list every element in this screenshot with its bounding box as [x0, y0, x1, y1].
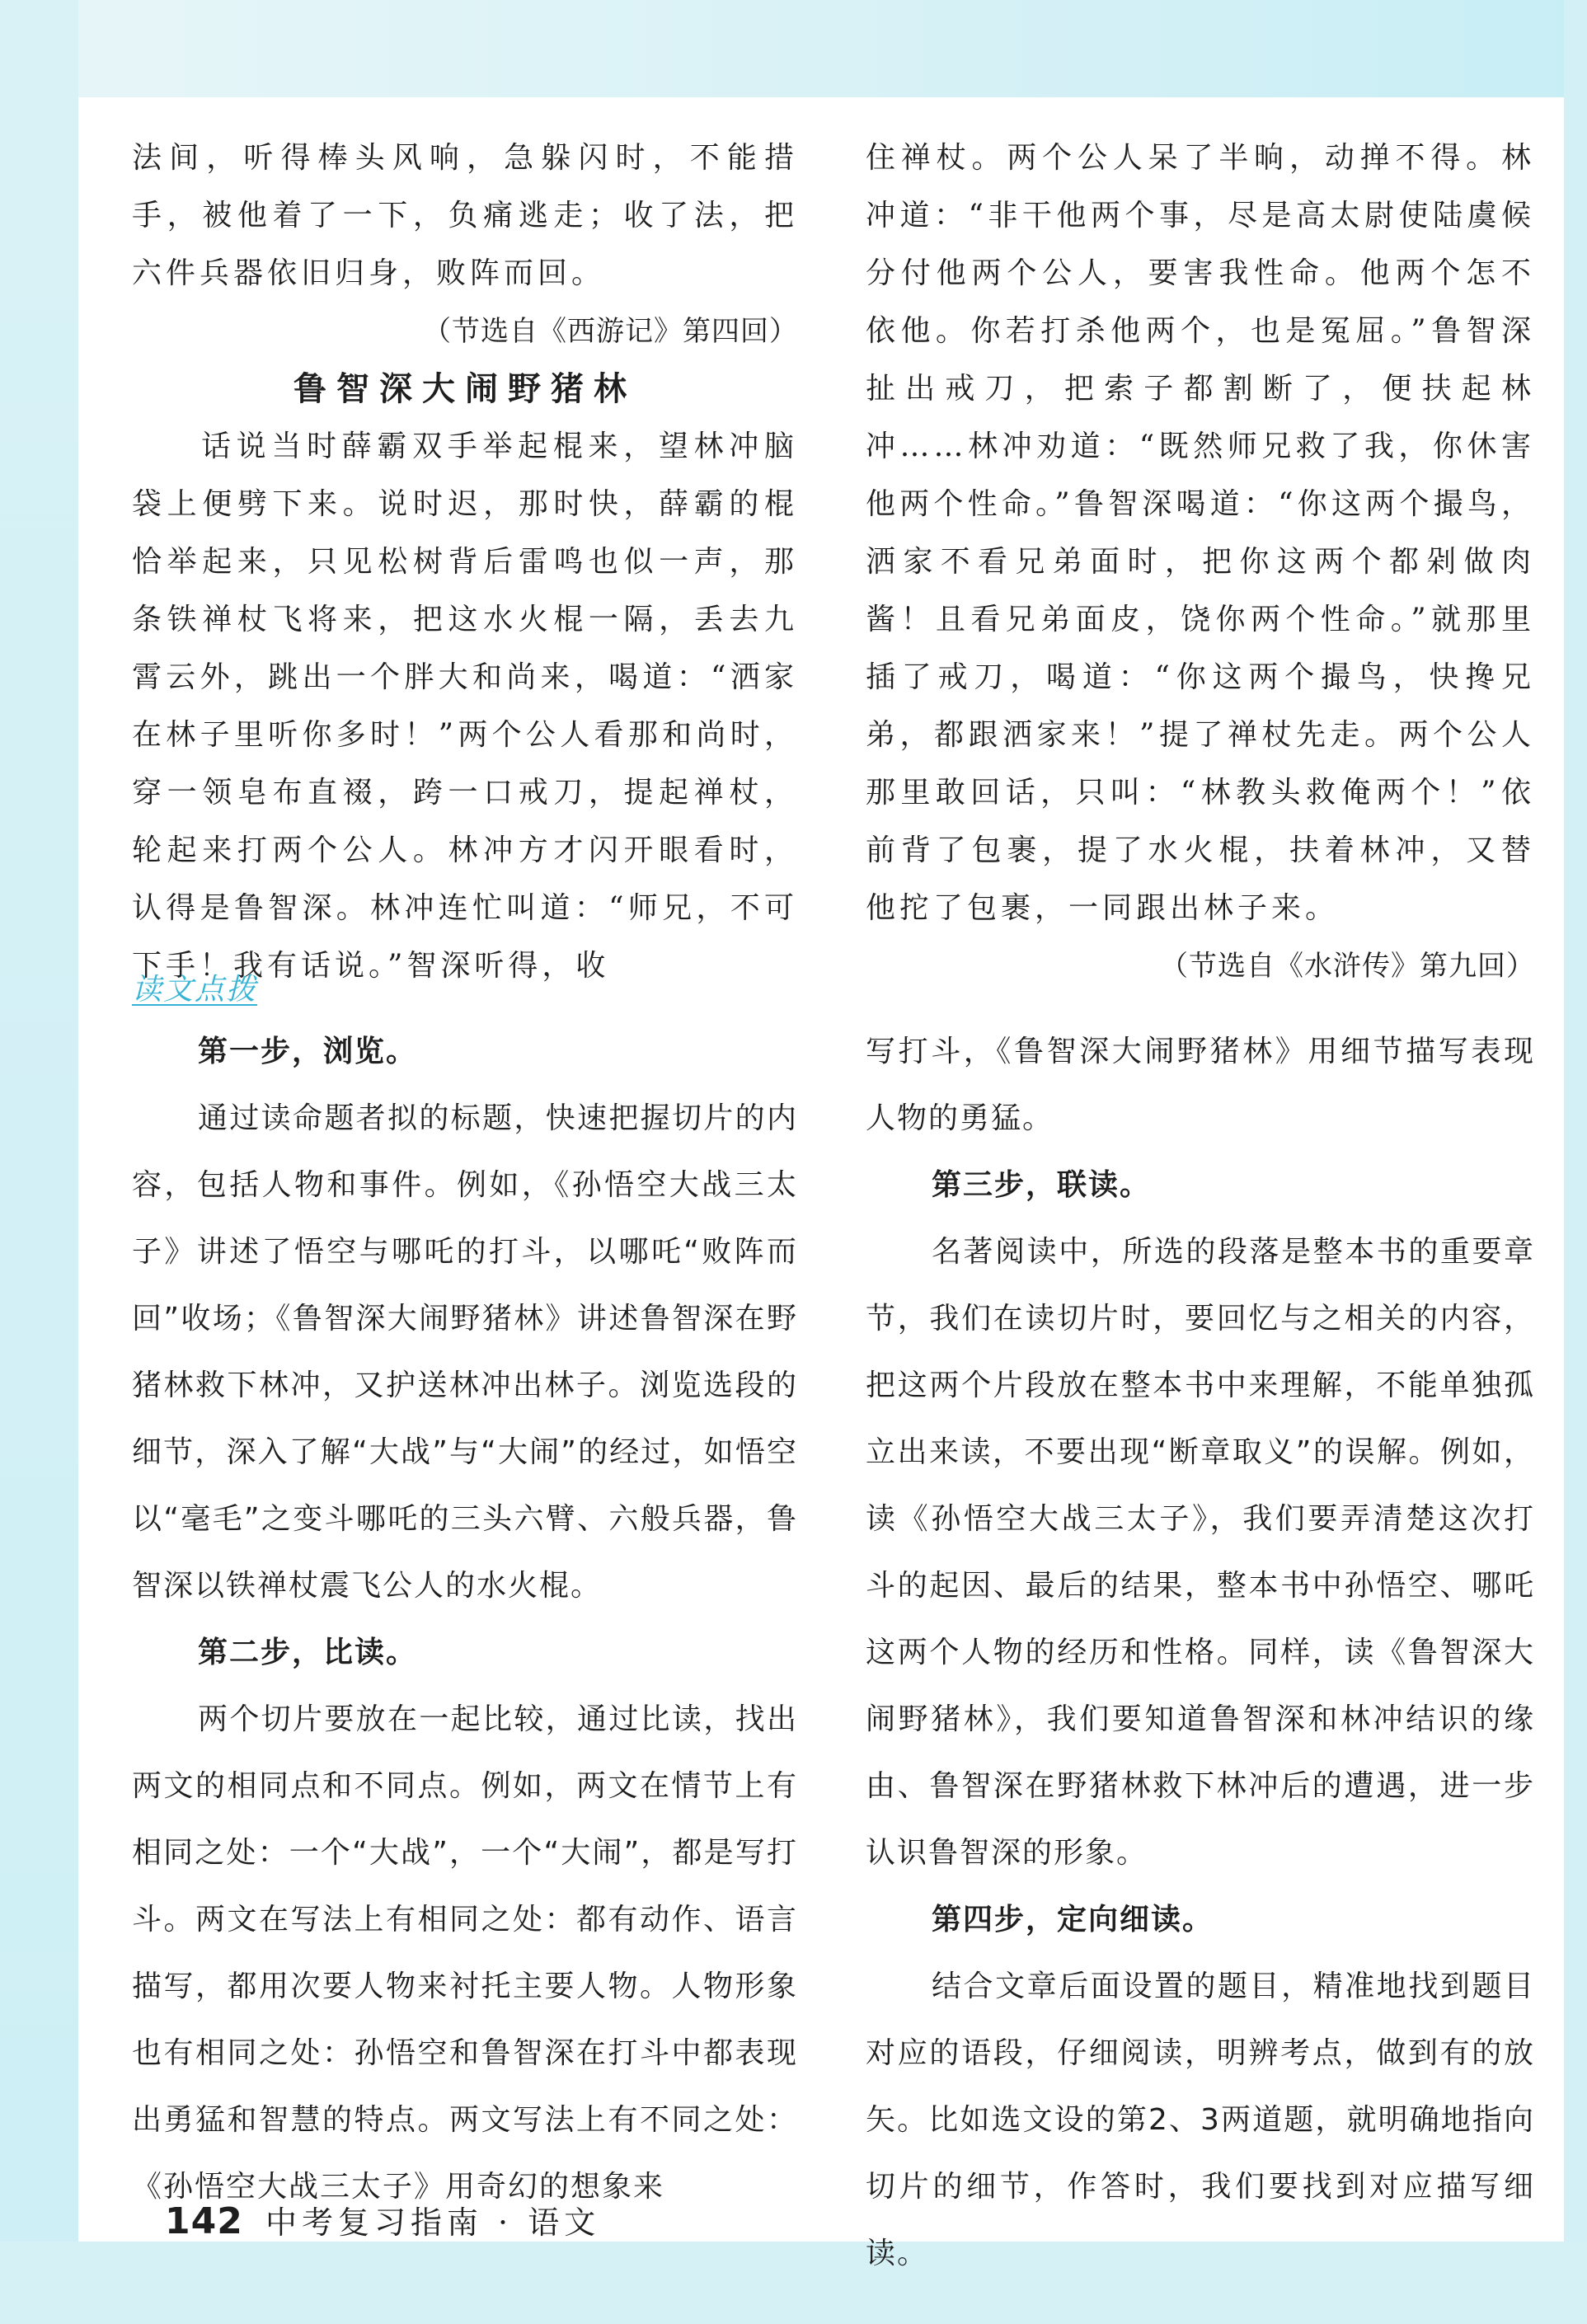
excerpt-right-column	[866, 129, 1535, 995]
step-3-heading: 第三步，联读。	[932, 1168, 1152, 1202]
step-2-heading: 第二步，比读。	[198, 1636, 418, 1669]
shuihu-paragraph-1: 话说当时薛霸双手举起棍来，望林冲脑袋上便劈下来。说时迟，那时快，薛霸的棍恰举起来，只见松树背后雷鸣也似一声，那条铁禅杖飞将来，把这水火棍一隔，丢去九霄云外，跳出一个胖大和尚来，喝道：“洒家在林子里听你多时！”两个公人看那和尚时，穿一领皂布直裰，跨一口戒刀，提起禅杖，轮起来打两个公人。林冲方才闪开眼看时，认得是鲁智深。林冲连忙叫道：“师兄，不可下手！我有话说。”智深听得，收	[132, 430, 798, 983]
xiyouji-source: （节选自《西游记》第四回）	[423, 315, 798, 348]
step-2-text: 两个切片要放在一起比较，通过比读，找出两文的相同点和不同点。例如，两文在情节上有相同之处：一个“大战”，一个“大闹”，都是写打斗。两文在写法上有相同之处：都有动作、语言描写，都用次要人物来衬托主要人物。人物形象也有相同之处：孙悟空和鲁智深在打斗中都表现出勇猛和智慧的特点。两文写法上有不同之处：《孙悟空大战三太子》用奇幻的想象来	[132, 1702, 798, 2204]
shuihu-paragraph-2: 住禅杖。两个公人呆了半晌，动掸不得。林冲道：“非干他两个事，尽是高太尉使陆虞候分付他两个公人，要害我性命。他两个怎不依他。你若打杀他两个，也是冤屈。”鲁智深扯出戒刀，把索子都割断了，便扶起林冲……林冲劝道：“既然师兄救了我，你休害他两个性命。”鲁智深喝道：“你这两个撮鸟，洒家不看兄弟面时，把你这两个都剁做肉酱！且看兄弟面皮，饶你两个性命。”就那里插了戒刀，喝道：“你这两个撮鸟，快搀兄弟，都跟洒家来！”提了禅杖先走。两个公人那里敢回话，只叫：“林教头救俺两个！”依前背了包裹，提了水火棍，扶着林冲，又替他拕了包裹，一同跟出林子来。	[866, 141, 1535, 925]
page-frame-right	[1564, 0, 1587, 2324]
book-title: 中考复习指南 · 语文	[265, 2204, 601, 2241]
step-2-text-tail: 写打斗，《鲁智深大闹野猪林》用细节描写表现人物的勇猛。	[866, 1035, 1535, 1135]
step-1-heading: 第一步，浏览。	[198, 1035, 418, 1068]
step-1-text: 通过读命题者拟的标题，快速把握切片的内容，包括人物和事件。例如，《孙悟空大战三太子》讲述了悟空与哪吒的打斗，以哪吒“败阵而回”收场；《鲁智深大闹野猪林》讲述鲁智深在野猪林救下林冲，又护送林冲出林子。浏览选段的细节，深入了解“大战”与“大闹”的经过，如悟空以“毫毛”之变斗哪吒的三头六臂、六般兵器，鲁智深以铁禅杖震飞公人的水火棍。	[132, 1101, 798, 1603]
page-footer	[165, 2197, 600, 2242]
excerpt-left-column	[132, 129, 798, 995]
page-frame-top	[0, 0, 1587, 97]
guide-right-column	[866, 1018, 1535, 2287]
page-frame-left	[0, 0, 78, 2324]
guide-left-column	[132, 1018, 798, 2220]
page-number: 142	[165, 2200, 243, 2242]
shuihu-title: 鲁智深大闹野猪林	[293, 369, 636, 408]
reading-tip-label: 读文点拨	[132, 973, 258, 1007]
xiyouji-excerpt-tail: 法间，听得棒头风响，急躲闪时，不能措手，被他着了一下，负痛逃走；收了法，把六件兵器依旧归身，败阵而回。	[132, 141, 798, 290]
shuihu-source: （节选自《水浒传》第九回）	[1160, 950, 1535, 983]
step-3-text: 名著阅读中，所选的段落是整本书的重要章节，我们在读切片时，要回忆与之相关的内容，把这两个片段放在整本书中来理解，不能单独孤立出来读，不要出现“断章取义”的误解。例如，读《孙悟空大战三太子》，我们要弄清楚这次打斗的起因、最后的结果，整本书中孙悟空、哪吒这两个人物的经历和性格。同样，读《鲁智深大闹野猪林》，我们要知道鲁智深和林冲结识的缘由、鲁智深在野猪林救下林冲后的遭遇，进一步认识鲁智深的形象。	[866, 1235, 1535, 1870]
step-4-text: 结合文章后面设置的题目，精准地找到题目对应的语段，仔细阅读，明辨考点，做到有的放矢。比如选文设的第2、3两道题，就明确地指向切片的细节，作答时，我们要找到对应描写细读。	[866, 1970, 1535, 2270]
step-4-heading: 第四步，定向细读。	[932, 1903, 1214, 1937]
